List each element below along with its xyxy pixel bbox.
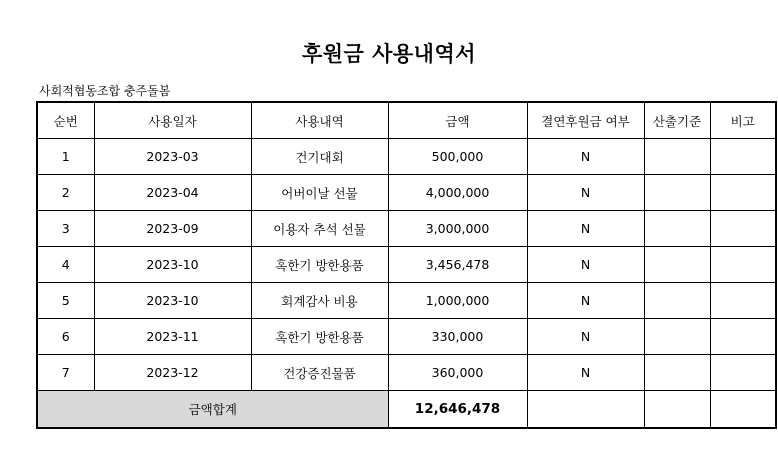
- table-row: [37, 211, 776, 247]
- total-label: 금액합계: [37, 391, 388, 429]
- cell-basis: [644, 139, 710, 175]
- cell-no: 3: [37, 211, 94, 247]
- cell-note: [710, 175, 776, 211]
- cell-desc: 이용자 추석 선물: [251, 211, 388, 247]
- table-row: [37, 139, 776, 175]
- table-row: [37, 175, 776, 211]
- document-title: 후원금 사용내역서: [301, 42, 477, 66]
- cell-desc: 회계감사 비용: [251, 283, 388, 319]
- header-row: [37, 102, 776, 139]
- cell-amount: 1,000,000: [388, 283, 527, 319]
- cell-amount: 330,000: [388, 319, 527, 355]
- header-date: 사용일자: [94, 102, 251, 139]
- header-amount: 금액: [388, 102, 527, 139]
- cell-basis: [644, 319, 710, 355]
- cell-no: 1: [37, 139, 94, 175]
- header-no: 순번: [37, 102, 94, 139]
- cell-linked: N: [527, 283, 644, 319]
- cell-desc: 건강증진물품: [251, 355, 388, 391]
- cell-amount: 360,000: [388, 355, 527, 391]
- cell-date: 2023-10: [94, 247, 251, 283]
- cell-note: [710, 139, 776, 175]
- total-amount: 12,646,478: [388, 391, 527, 429]
- organization-name: 사회적협동조합 충주돌봄: [39, 84, 171, 98]
- header-note: 비고: [710, 102, 776, 139]
- cell-note: [710, 355, 776, 391]
- table-row: [37, 355, 776, 391]
- cell-date: 2023-04: [94, 175, 251, 211]
- cell-no: 6: [37, 319, 94, 355]
- cell-amount: 4,000,000: [388, 175, 527, 211]
- cell-no: 5: [37, 283, 94, 319]
- cell-note: [710, 319, 776, 355]
- cell-note: [710, 283, 776, 319]
- cell-linked: N: [527, 211, 644, 247]
- cell-desc: 건기대회: [251, 139, 388, 175]
- cell-no: 7: [37, 355, 94, 391]
- cell-amount: 3,456,478: [388, 247, 527, 283]
- cell-date: 2023-12: [94, 355, 251, 391]
- cell-desc: 혹한기 방한용품: [251, 319, 388, 355]
- cell-basis: [644, 283, 710, 319]
- table-row: [37, 283, 776, 319]
- cell-linked: N: [527, 139, 644, 175]
- cell-basis: [644, 175, 710, 211]
- total-note-cell: [710, 391, 776, 429]
- cell-no: 2: [37, 175, 94, 211]
- total-row: [37, 391, 776, 429]
- cell-desc: 혹한기 방한용품: [251, 247, 388, 283]
- cell-date: 2023-03: [94, 139, 251, 175]
- cell-linked: N: [527, 247, 644, 283]
- cell-linked: N: [527, 319, 644, 355]
- cell-basis: [644, 211, 710, 247]
- cell-date: 2023-10: [94, 283, 251, 319]
- table-row: [37, 247, 776, 283]
- cell-desc: 어버이날 선물: [251, 175, 388, 211]
- cell-basis: [644, 247, 710, 283]
- cell-note: [710, 247, 776, 283]
- cell-linked: N: [527, 175, 644, 211]
- header-basis: 산출기준: [644, 102, 710, 139]
- header-desc: 사용내역: [251, 102, 388, 139]
- cell-amount: 3,000,000: [388, 211, 527, 247]
- usage-table: [36, 101, 777, 429]
- cell-date: 2023-09: [94, 211, 251, 247]
- cell-date: 2023-11: [94, 319, 251, 355]
- total-linked-cell: [527, 391, 644, 429]
- cell-note: [710, 211, 776, 247]
- cell-no: 4: [37, 247, 94, 283]
- header-linked: 결연후원금 여부: [527, 102, 644, 139]
- cell-basis: [644, 355, 710, 391]
- cell-linked: N: [527, 355, 644, 391]
- total-basis-cell: [644, 391, 710, 429]
- cell-amount: 500,000: [388, 139, 527, 175]
- table-row: [37, 319, 776, 355]
